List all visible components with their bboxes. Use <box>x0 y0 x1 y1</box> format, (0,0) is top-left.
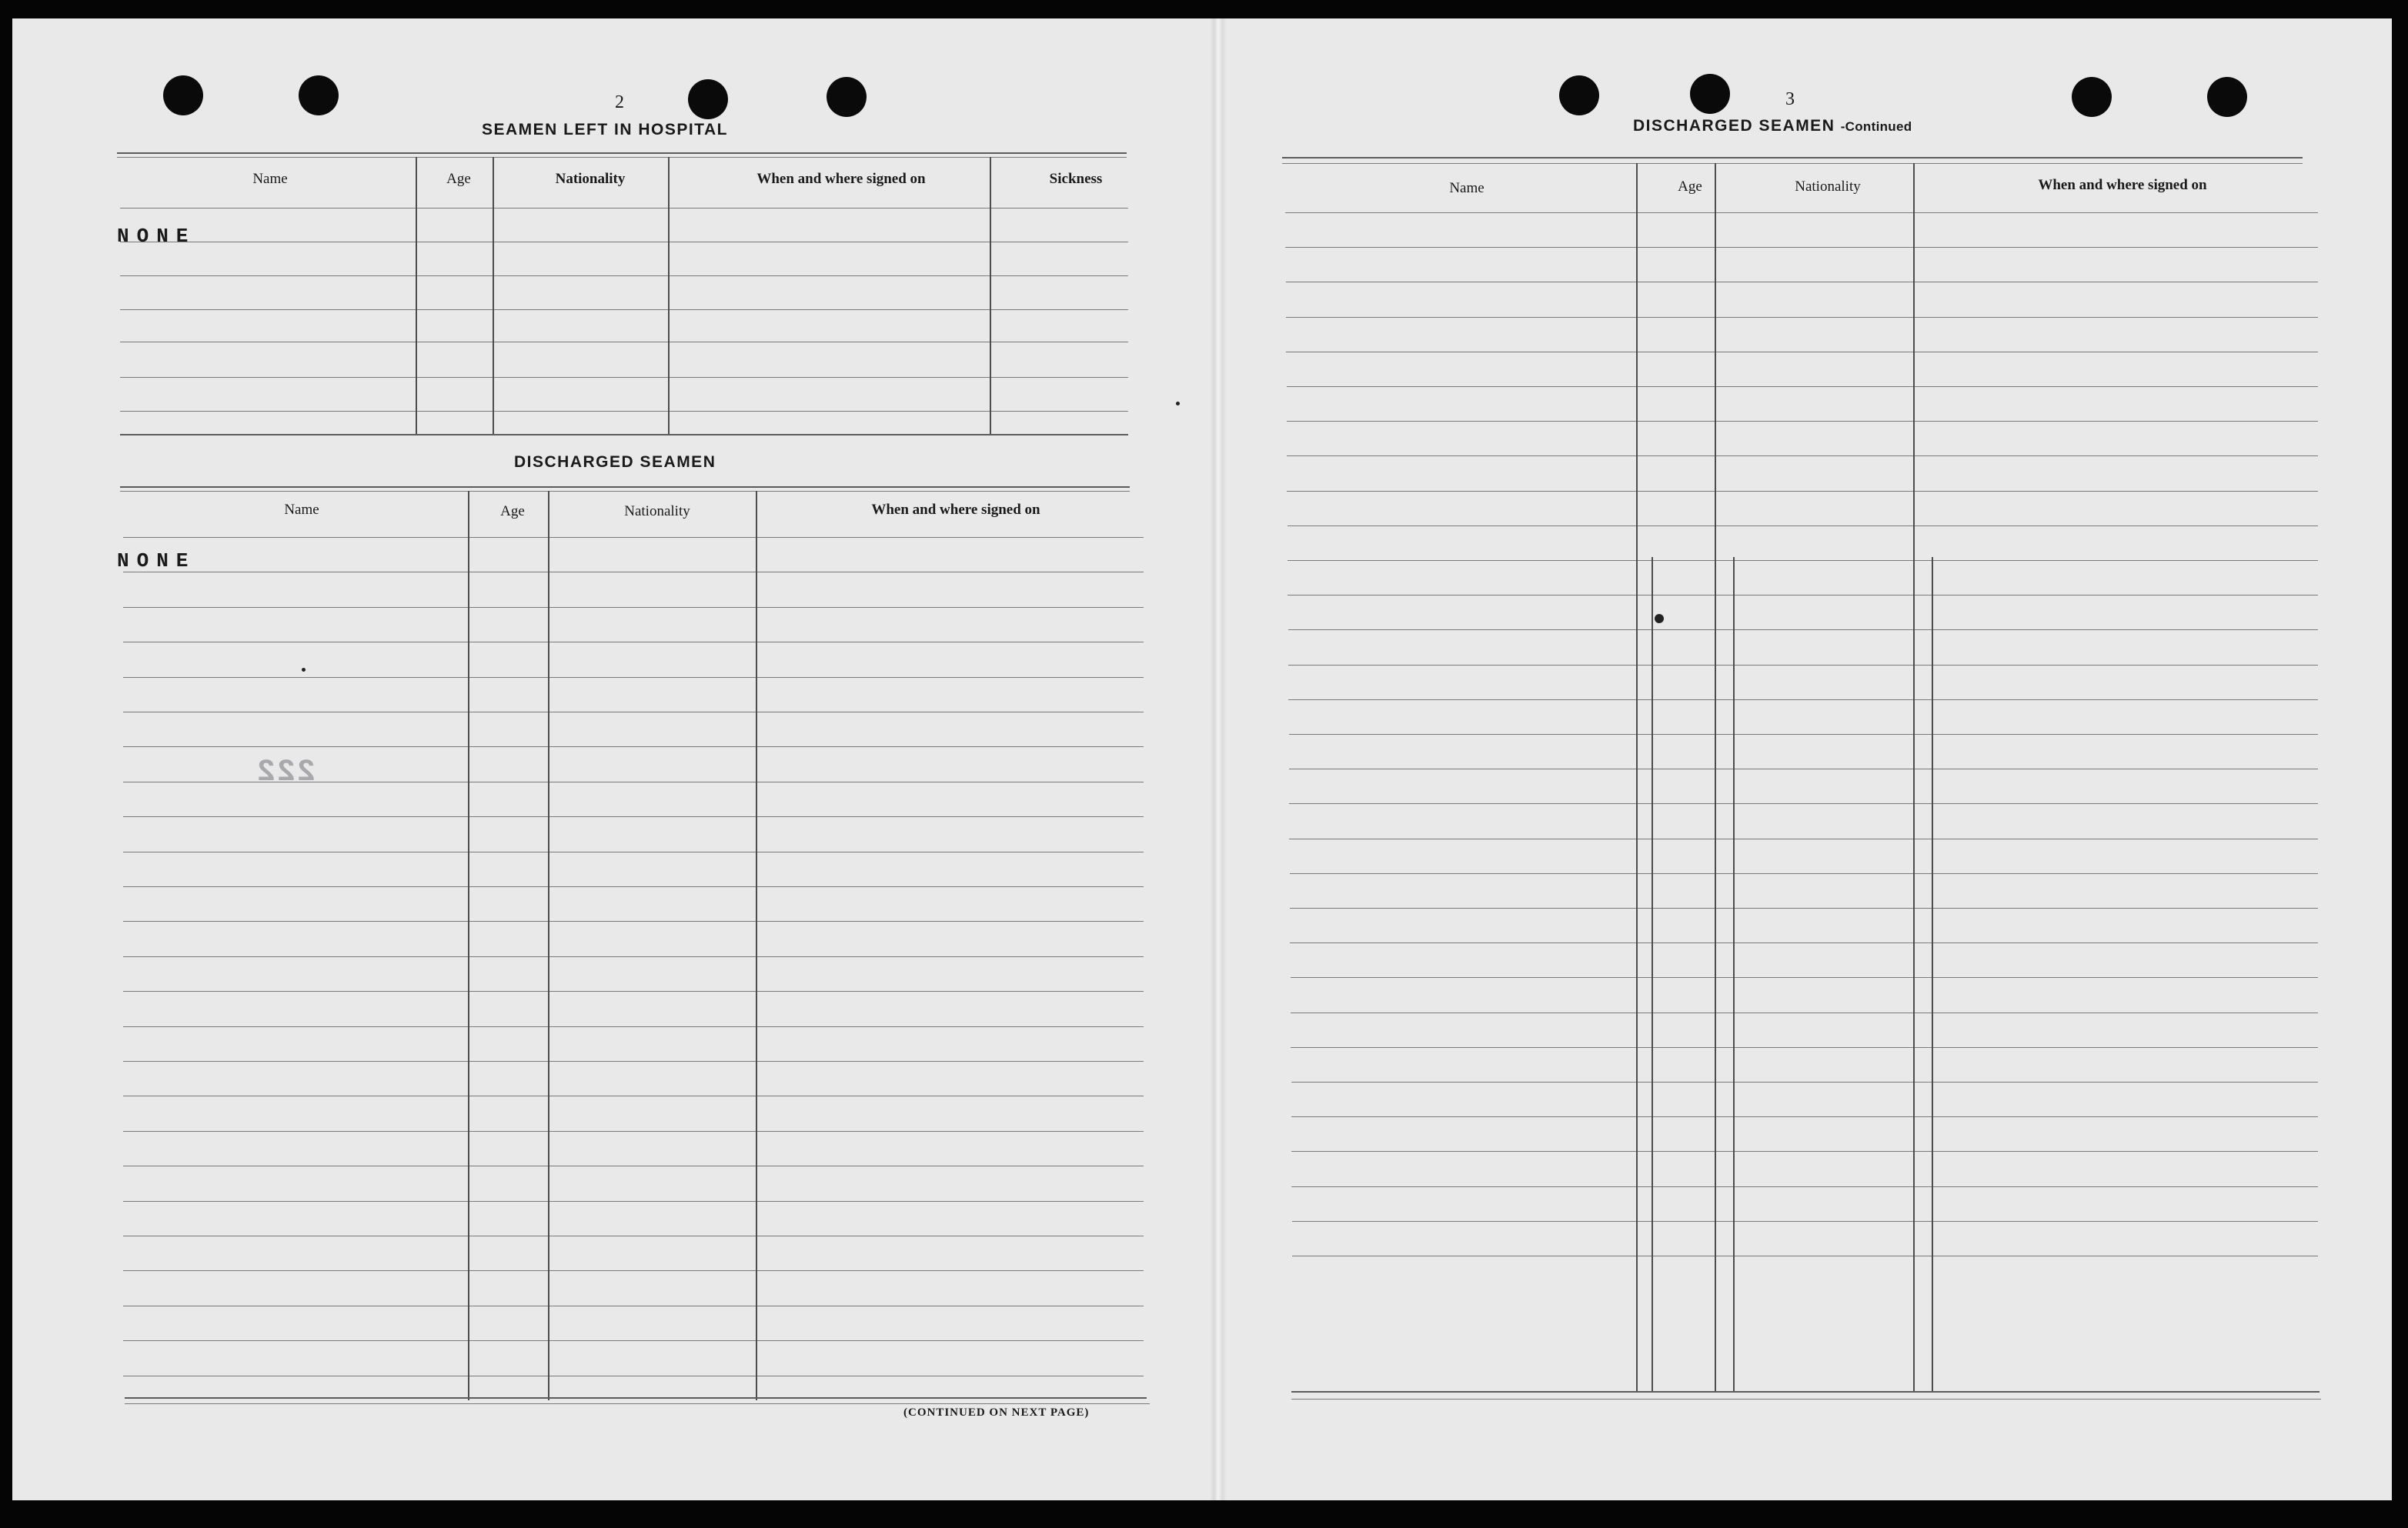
table-rule <box>1291 1151 2318 1152</box>
column-divider <box>416 157 417 434</box>
table-rule <box>1291 977 2318 978</box>
table-rule <box>1289 803 2318 804</box>
table-rule <box>123 607 1144 608</box>
table-rule <box>1289 734 2319 735</box>
table-rule <box>123 991 1144 992</box>
punch-hole <box>163 75 203 115</box>
table-rule <box>1292 1221 2318 1222</box>
section-title-text: DISCHARGED SEAMEN <box>1633 117 1835 135</box>
table-rule <box>125 1403 1150 1404</box>
table-rule <box>123 886 1144 887</box>
table-rule <box>1287 560 2318 561</box>
column-header-age: Age <box>1678 178 1702 195</box>
table-rule <box>1288 629 2318 630</box>
punch-hole <box>1690 74 1730 114</box>
table-rule <box>1291 1186 2318 1187</box>
table-rule <box>120 309 1128 310</box>
column-header-name: Name <box>252 171 288 187</box>
column-header-nationality: Nationality <box>555 171 626 187</box>
column-header-when-where: When and where signed on <box>2038 177 2207 193</box>
column-divider <box>668 157 670 434</box>
table-rule <box>120 208 1128 209</box>
column-divider <box>1733 557 1735 1391</box>
column-divider <box>1715 163 1716 1391</box>
table-rule <box>1285 247 2318 248</box>
hospital-section-title: SEAMEN LEFT IN HOSPITAL <box>482 121 728 138</box>
table-rule <box>1288 699 2318 700</box>
table-rule <box>1290 942 2318 943</box>
table-rule <box>1287 525 2318 526</box>
table-rule <box>1282 163 2303 164</box>
column-header-sickness: Sickness <box>1049 171 1103 187</box>
column-divider <box>468 491 469 1400</box>
discharged-entry-none: NONE <box>117 549 196 572</box>
table-rule <box>1282 157 2303 158</box>
table-rule <box>120 486 1130 488</box>
column-header-nationality: Nationality <box>624 503 690 519</box>
table-rule <box>123 1131 1144 1132</box>
table-rule <box>1286 317 2318 318</box>
column-divider <box>1652 557 1653 1391</box>
column-divider <box>493 157 494 434</box>
discharged-section-title: DISCHARGED SEAMEN <box>514 453 716 471</box>
column-header-name: Name <box>1449 180 1485 196</box>
column-divider <box>1913 163 1915 1391</box>
table-rule <box>120 411 1128 412</box>
table-rule <box>123 746 1144 747</box>
column-divider <box>1636 163 1638 1391</box>
table-rule <box>123 537 1144 538</box>
punch-hole <box>2072 77 2112 117</box>
punch-hole <box>688 79 728 119</box>
table-rule <box>1291 1391 2319 1393</box>
column-divider <box>548 491 549 1400</box>
table-rule <box>123 956 1144 957</box>
column-header-age: Age <box>446 171 471 187</box>
table-rule <box>123 1061 1144 1062</box>
page-number: 3 <box>1785 89 1795 109</box>
table-rule <box>1290 908 2318 909</box>
ink-speck <box>1655 614 1664 623</box>
table-rule <box>1291 1047 2318 1048</box>
column-header-name: Name <box>284 502 319 518</box>
column-header-nationality: Nationality <box>1795 178 1861 195</box>
table-rule <box>120 275 1128 276</box>
center-fold <box>1210 18 1227 1500</box>
table-rule <box>120 377 1128 378</box>
column-header-when-where: When and where signed on <box>871 502 1040 518</box>
ink-speck <box>1176 402 1180 405</box>
table-rule <box>1288 665 2318 666</box>
table-rule <box>1285 212 2318 213</box>
column-divider <box>990 157 991 434</box>
bleed-through-number: 222 <box>255 756 316 790</box>
table-rule <box>1291 1399 2321 1400</box>
table-rule <box>1291 1116 2318 1117</box>
table-rule <box>1291 1082 2319 1083</box>
table-rule <box>120 491 1130 492</box>
hospital-entry-none: NONE <box>117 225 196 248</box>
table-rule <box>1287 386 2319 387</box>
table-rule <box>1287 595 2318 596</box>
table-rule <box>117 152 1127 154</box>
table-rule <box>123 677 1144 678</box>
ink-speck <box>302 668 306 672</box>
page-number: 2 <box>615 92 624 112</box>
column-divider <box>756 491 757 1400</box>
table-rule <box>120 434 1128 435</box>
punch-hole <box>1559 75 1599 115</box>
column-divider <box>1932 557 1933 1391</box>
table-rule <box>123 1340 1144 1341</box>
punch-hole <box>299 75 339 115</box>
table-rule <box>1287 491 2318 492</box>
table-rule <box>123 1201 1144 1202</box>
table-rule <box>123 921 1144 922</box>
table-rule <box>123 1026 1144 1027</box>
section-title-suffix: -Continued <box>1840 119 1912 134</box>
table-rule <box>123 816 1144 817</box>
discharged-continued-title <box>1633 117 1912 135</box>
document-paper <box>12 18 2392 1500</box>
table-rule <box>125 1397 1147 1399</box>
table-rule <box>117 157 1127 158</box>
punch-hole <box>2207 77 2247 117</box>
table-rule <box>1287 455 2318 456</box>
table-rule <box>1287 421 2318 422</box>
table-rule <box>123 1270 1144 1271</box>
punch-hole <box>827 77 867 117</box>
column-header-age: Age <box>500 503 525 519</box>
continued-note: (CONTINUED ON NEXT PAGE) <box>903 1406 1090 1419</box>
table-rule <box>1290 873 2318 874</box>
column-header-when-where: When and where signed on <box>756 171 926 187</box>
